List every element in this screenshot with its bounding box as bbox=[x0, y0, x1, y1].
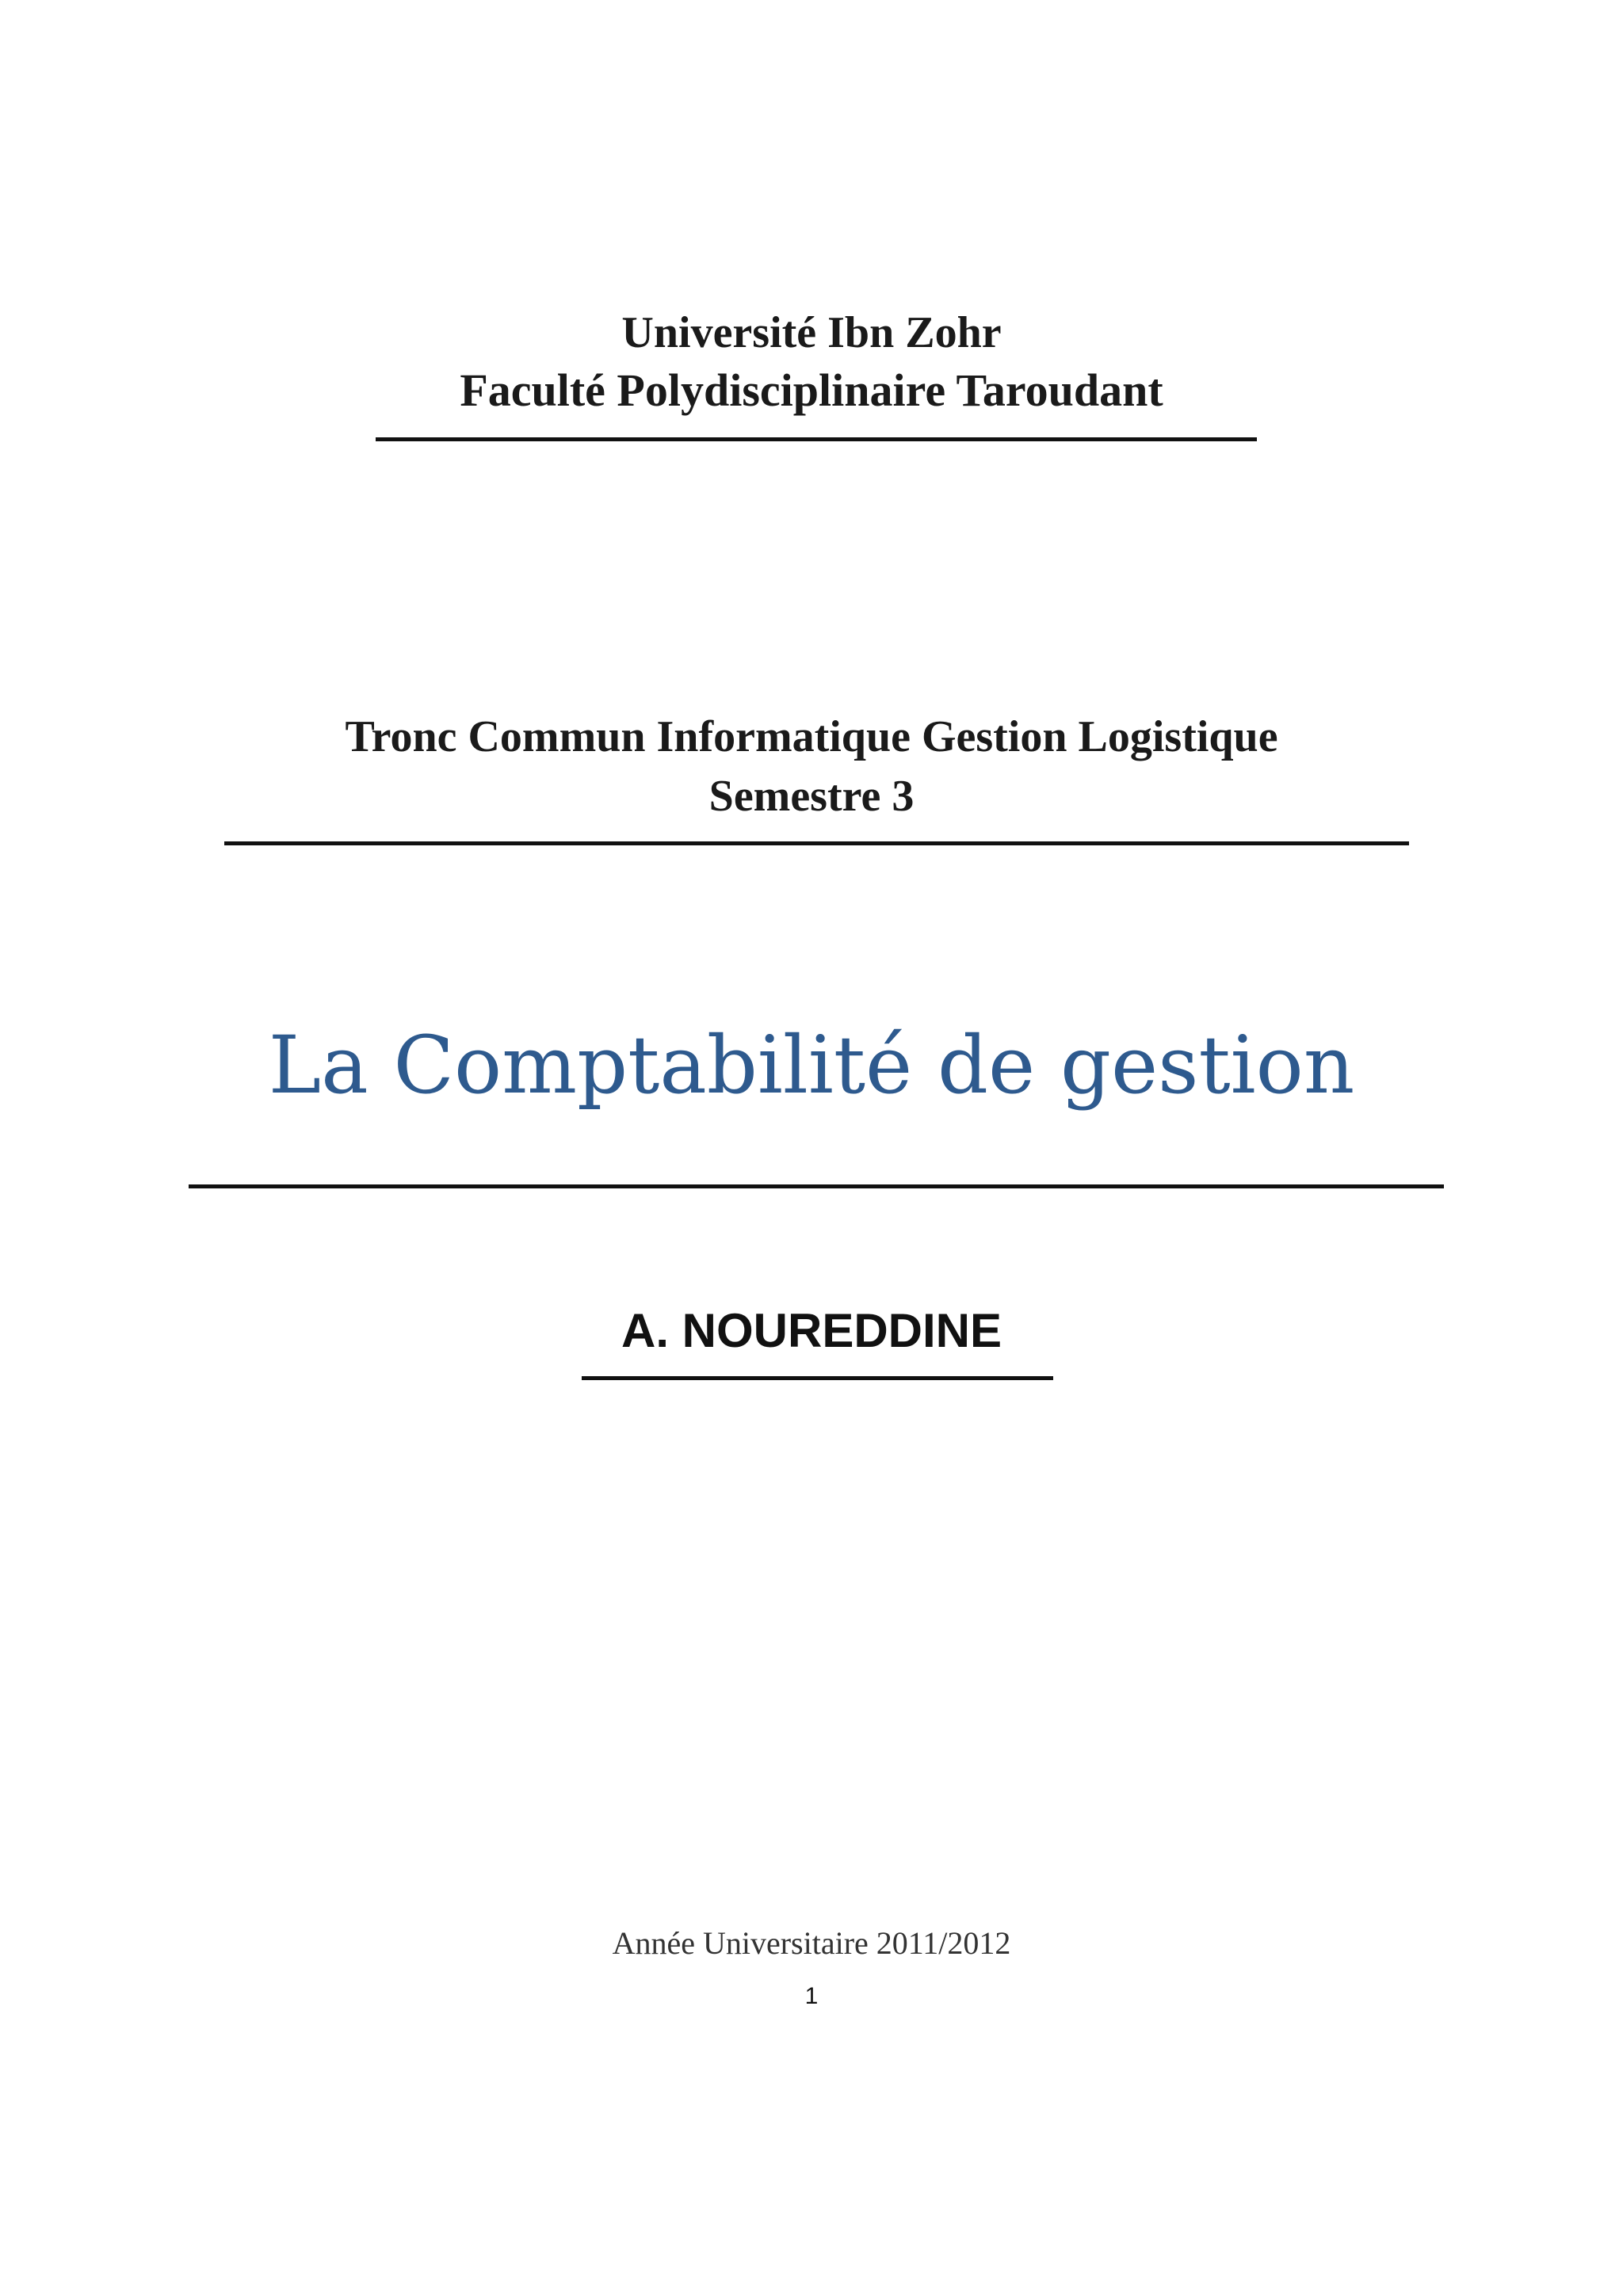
program-semester: Semestre 3 bbox=[708, 772, 915, 821]
document-title: La Comptabilité de gestion bbox=[268, 1019, 1355, 1112]
header-divider bbox=[376, 437, 1257, 441]
author-name: A. NOUREDDINE bbox=[621, 1304, 1002, 1357]
faculty-name: Faculté Polydisciplinaire Taroudant bbox=[460, 364, 1163, 416]
page-number: 1 bbox=[804, 1983, 819, 2009]
author-underline bbox=[582, 1376, 1053, 1380]
title-divider bbox=[189, 1184, 1444, 1188]
program-track: Tronc Commun Informatique Gestion Logistique bbox=[345, 712, 1278, 761]
academic-year: Année Universitaire 2011/2012 bbox=[612, 1925, 1011, 1961]
program-divider bbox=[224, 841, 1409, 845]
university-name: Université Ibn Zohr bbox=[621, 308, 1002, 357]
